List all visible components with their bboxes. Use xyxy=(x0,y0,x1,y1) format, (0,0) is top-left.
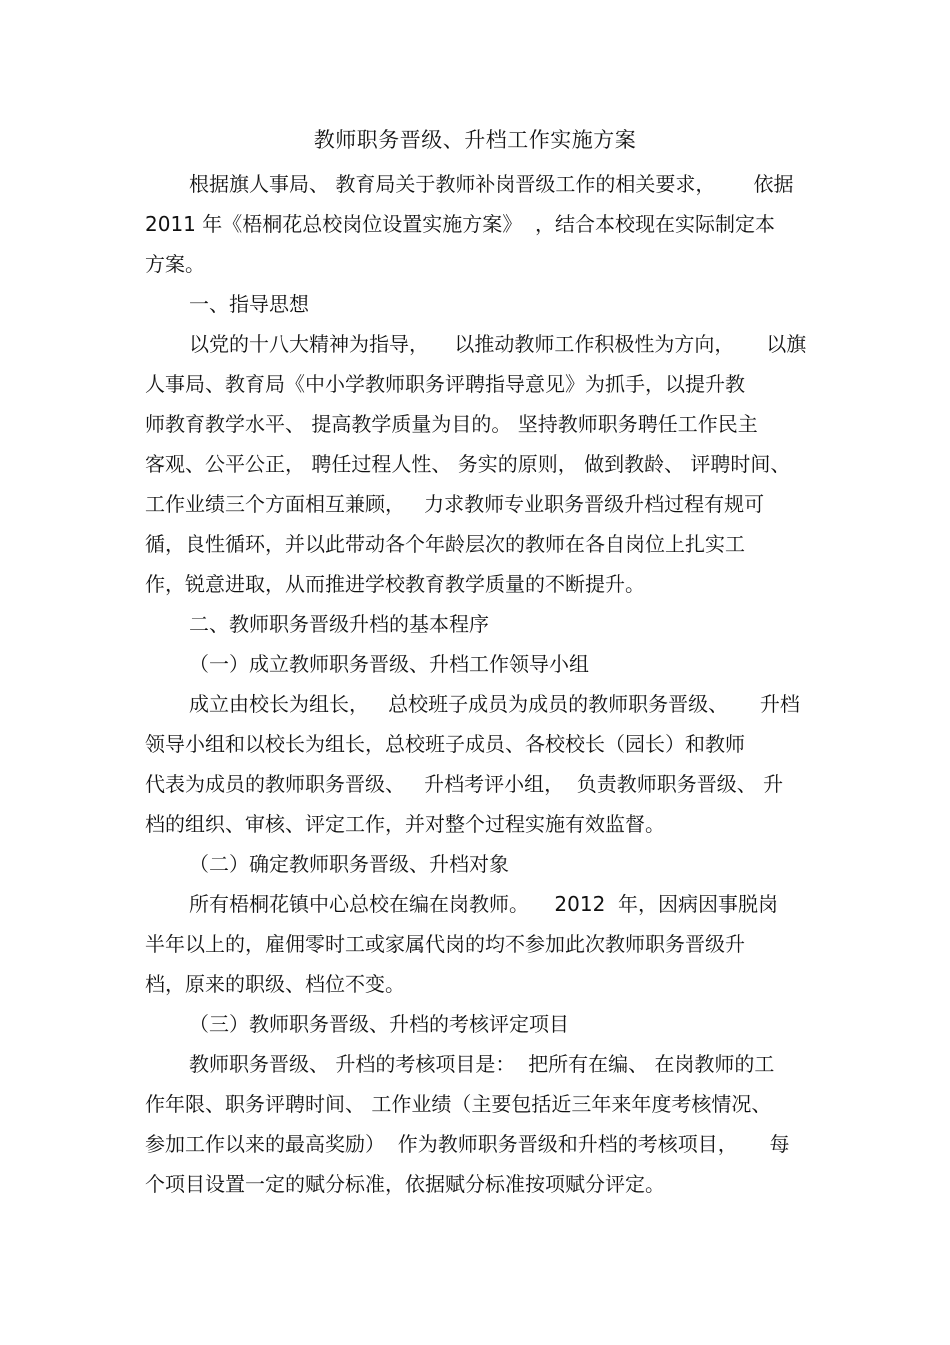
heading-line: 二、教师职务晋级升档的基本程序 xyxy=(189,612,489,636)
text-line: 作，锐意进取，从而推进学校教育教学质量的不断提升。 xyxy=(145,572,645,596)
text-line: 参加工作以来的最高奖励） 作为教师职务晋级和升档的考核项目， 每 xyxy=(145,1132,790,1156)
section-heading-procedure xyxy=(145,604,815,644)
paragraph-intro xyxy=(145,164,815,284)
subheading-line: （一）成立教师职务晋级、升档工作领导小组 xyxy=(189,652,589,676)
text-line: 领导小组和以校长为组长，总校班子成员、各校校长（园长）和教师 xyxy=(145,732,745,756)
text-line: 代表为成员的教师职务晋级、 升档考评小组， 负责教师职务晋级、 升 xyxy=(145,772,784,796)
subheading-line: （二）确定教师职务晋级、升档对象 xyxy=(189,852,509,876)
subheading-targets xyxy=(145,844,815,884)
text-line: 以党的十八大精神为指导， 以推动教师工作积极性为方向， 以旗 xyxy=(189,332,807,356)
paragraph-assessment-items xyxy=(145,1044,815,1204)
paragraph-guiding-thought xyxy=(145,324,815,604)
text-line: 师教育教学水平、 提高教学质量为目的。 坚持教师职务聘任工作民主 xyxy=(145,412,758,436)
text-line: 方案。 xyxy=(145,252,205,276)
heading-line: 一、指导思想 xyxy=(189,292,309,316)
subheading-leading-group xyxy=(145,644,815,684)
text-line: 个项目设置一定的赋分标准，依据赋分标准按项赋分评定。 xyxy=(145,1172,665,1196)
text-line: 2011 年《梧桐花总校岗位设置实施方案》 ，结合本校现在实际制定本 xyxy=(145,212,775,236)
text-line: 人事局、教育局《中小学教师职务评聘指导意见》为抓手，以提升教 xyxy=(145,372,745,396)
text-line: 档，原来的职级、档位不变。 xyxy=(145,972,405,996)
text-line: 教师职务晋级、 升档的考核项目是： 把所有在编、 在岗教师的工 xyxy=(189,1052,775,1076)
text-line: 档的组织、审核、评定工作，并对整个过程实施有效监督。 xyxy=(145,812,665,836)
text-line: 工作业绩三个方面相互兼顾， 力求教师专业职务晋级升档过程有规可 xyxy=(145,492,765,516)
paragraph-targets xyxy=(145,884,815,1004)
text-line: 循，良性循环，并以此带动各个年龄层次的教师在各自岗位上扎实工 xyxy=(145,532,745,556)
text-line: 成立由校长为组长， 总校班子成员为成员的教师职务晋级、 升档 xyxy=(189,692,800,716)
text-line: 作年限、职务评聘时间、 工作业绩（主要包括近三年来年度考核情况、 xyxy=(145,1092,772,1116)
subheading-line: （三）教师职务晋级、升档的考核评定项目 xyxy=(189,1012,569,1036)
text-line: 根据旗人事局、 教育局关于教师补岗晋级工作的相关要求， 依据 xyxy=(189,172,794,196)
text-line: 半年以上的，雇佣零时工或家属代岗的均不参加此次教师职务晋级升 xyxy=(145,932,745,956)
text-line: 所有梧桐花镇中心总校在编在岗教师。 2012 年，因病因事脱岗 xyxy=(189,892,779,916)
paragraph-leading-group xyxy=(145,684,815,844)
document-title: 教师职务晋级、升档工作实施方案 xyxy=(313,128,637,152)
section-heading-guiding-thought xyxy=(145,284,815,324)
document-body xyxy=(145,164,815,1204)
subheading-assessment-items xyxy=(145,1004,815,1044)
text-line: 客观、公平公正， 聘任过程人性、 务实的原则， 做到教龄、 评聘时间、 xyxy=(145,452,791,476)
